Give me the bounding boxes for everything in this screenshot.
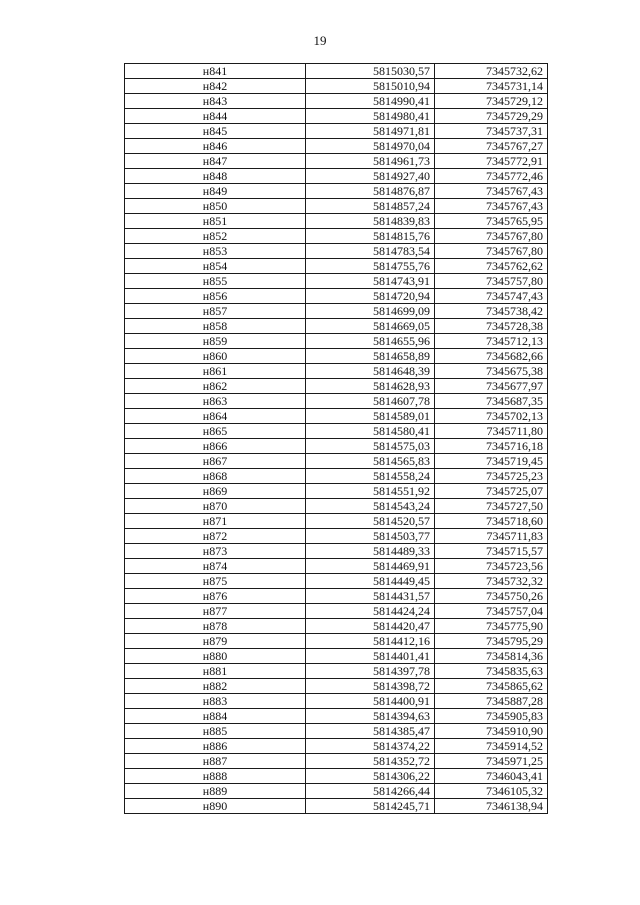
table-row [125, 694, 548, 709]
table-row [125, 334, 548, 349]
point-name-cell: н863 [125, 394, 306, 409]
table-row [125, 484, 548, 499]
y-coordinate-cell: 7345750,26 [435, 589, 548, 604]
y-coordinate-cell: 7345727,50 [435, 499, 548, 514]
y-coordinate-cell: 7345747,43 [435, 289, 548, 304]
table-row [125, 274, 548, 289]
x-coordinate-cell: 5814839,83 [306, 214, 435, 229]
point-name-cell: н889 [125, 784, 306, 799]
table-row [125, 664, 548, 679]
y-coordinate-cell: 7345814,36 [435, 649, 548, 664]
x-coordinate-cell: 5814266,44 [306, 784, 435, 799]
y-coordinate-cell: 7345765,95 [435, 214, 548, 229]
y-coordinate-cell: 7345723,56 [435, 559, 548, 574]
y-coordinate-cell: 7345716,18 [435, 439, 548, 454]
y-coordinate-cell: 7345910,90 [435, 724, 548, 739]
x-coordinate-cell: 5814420,47 [306, 619, 435, 634]
table-row [125, 634, 548, 649]
y-coordinate-cell: 7345725,23 [435, 469, 548, 484]
x-coordinate-cell: 5814755,76 [306, 259, 435, 274]
table-row [125, 529, 548, 544]
table-row [125, 679, 548, 694]
point-name-cell: н890 [125, 799, 306, 814]
x-coordinate-cell: 5814397,78 [306, 664, 435, 679]
x-coordinate-cell: 5814990,41 [306, 94, 435, 109]
point-name-cell: н853 [125, 244, 306, 259]
x-coordinate-cell: 5814385,47 [306, 724, 435, 739]
x-coordinate-cell: 5814449,45 [306, 574, 435, 589]
point-name-cell: н856 [125, 289, 306, 304]
table-row [125, 469, 548, 484]
point-name-cell: н857 [125, 304, 306, 319]
y-coordinate-cell: 7345682,66 [435, 349, 548, 364]
point-name-cell: н854 [125, 259, 306, 274]
point-name-cell: н865 [125, 424, 306, 439]
y-coordinate-cell: 7345702,13 [435, 409, 548, 424]
table-row [125, 784, 548, 799]
y-coordinate-cell: 7346138,94 [435, 799, 548, 814]
x-coordinate-cell: 5814543,24 [306, 499, 435, 514]
x-coordinate-cell: 5814575,03 [306, 439, 435, 454]
point-name-cell: н886 [125, 739, 306, 754]
y-coordinate-cell: 7345728,38 [435, 319, 548, 334]
point-name-cell: н851 [125, 214, 306, 229]
table-row [125, 619, 548, 634]
table-row [125, 439, 548, 454]
point-name-cell: н842 [125, 79, 306, 94]
coordinates-table [124, 63, 548, 814]
table-row [125, 229, 548, 244]
point-name-cell: н879 [125, 634, 306, 649]
x-coordinate-cell: 5814961,73 [306, 154, 435, 169]
table-row [125, 289, 548, 304]
x-coordinate-cell: 5814412,16 [306, 634, 435, 649]
point-name-cell: н888 [125, 769, 306, 784]
x-coordinate-cell: 5814245,71 [306, 799, 435, 814]
table-row [125, 604, 548, 619]
point-name-cell: н877 [125, 604, 306, 619]
table-row [125, 709, 548, 724]
y-coordinate-cell: 7345905,83 [435, 709, 548, 724]
table-row [125, 109, 548, 124]
x-coordinate-cell: 5814970,04 [306, 139, 435, 154]
point-name-cell: н885 [125, 724, 306, 739]
y-coordinate-cell: 7345732,32 [435, 574, 548, 589]
x-coordinate-cell: 5814489,33 [306, 544, 435, 559]
point-name-cell: н855 [125, 274, 306, 289]
table-row [125, 184, 548, 199]
point-name-cell: н870 [125, 499, 306, 514]
point-name-cell: н875 [125, 574, 306, 589]
y-coordinate-cell: 7345865,62 [435, 679, 548, 694]
x-coordinate-cell: 5814699,09 [306, 304, 435, 319]
table-row [125, 754, 548, 769]
x-coordinate-cell: 5814503,77 [306, 529, 435, 544]
table-row [125, 499, 548, 514]
table-row [125, 154, 548, 169]
point-name-cell: н849 [125, 184, 306, 199]
x-coordinate-cell: 5814658,89 [306, 349, 435, 364]
x-coordinate-cell: 5814520,57 [306, 514, 435, 529]
table-row [125, 349, 548, 364]
x-coordinate-cell: 5814394,63 [306, 709, 435, 724]
point-name-cell: н860 [125, 349, 306, 364]
table-row [125, 574, 548, 589]
point-name-cell: н876 [125, 589, 306, 604]
x-coordinate-cell: 5815030,57 [306, 64, 435, 79]
y-coordinate-cell: 7345767,80 [435, 244, 548, 259]
point-name-cell: н869 [125, 484, 306, 499]
x-coordinate-cell: 5814648,39 [306, 364, 435, 379]
x-coordinate-cell: 5814607,78 [306, 394, 435, 409]
y-coordinate-cell: 7345719,45 [435, 454, 548, 469]
x-coordinate-cell: 5814876,87 [306, 184, 435, 199]
x-coordinate-cell: 5814558,24 [306, 469, 435, 484]
y-coordinate-cell: 7345687,35 [435, 394, 548, 409]
table-row [125, 169, 548, 184]
point-name-cell: н867 [125, 454, 306, 469]
y-coordinate-cell: 7345772,91 [435, 154, 548, 169]
point-name-cell: н858 [125, 319, 306, 334]
y-coordinate-cell: 7345762,62 [435, 259, 548, 274]
x-coordinate-cell: 5814971,81 [306, 124, 435, 139]
table-row [125, 454, 548, 469]
x-coordinate-cell: 5814401,41 [306, 649, 435, 664]
table-row [125, 139, 548, 154]
y-coordinate-cell: 7345795,29 [435, 634, 548, 649]
point-name-cell: н852 [125, 229, 306, 244]
x-coordinate-cell: 5814743,91 [306, 274, 435, 289]
x-coordinate-cell: 5814655,96 [306, 334, 435, 349]
page-number: 19 [313, 33, 327, 48]
x-coordinate-cell: 5814352,72 [306, 754, 435, 769]
point-name-cell: н850 [125, 199, 306, 214]
point-name-cell: н846 [125, 139, 306, 154]
y-coordinate-cell: 7345835,63 [435, 664, 548, 679]
y-coordinate-cell: 7345757,80 [435, 274, 548, 289]
point-name-cell: н887 [125, 754, 306, 769]
point-name-cell: н880 [125, 649, 306, 664]
table-row [125, 364, 548, 379]
point-name-cell: н843 [125, 94, 306, 109]
x-coordinate-cell: 5814857,24 [306, 199, 435, 214]
x-coordinate-cell: 5814720,94 [306, 289, 435, 304]
x-coordinate-cell: 5814398,72 [306, 679, 435, 694]
x-coordinate-cell: 5814815,76 [306, 229, 435, 244]
y-coordinate-cell: 7345767,80 [435, 229, 548, 244]
point-name-cell: н871 [125, 514, 306, 529]
x-coordinate-cell: 5814469,91 [306, 559, 435, 574]
y-coordinate-cell: 7346043,41 [435, 769, 548, 784]
point-name-cell: н874 [125, 559, 306, 574]
y-coordinate-cell: 7345767,43 [435, 199, 548, 214]
y-coordinate-cell: 7345732,62 [435, 64, 548, 79]
x-coordinate-cell: 5814431,57 [306, 589, 435, 604]
table-row [125, 649, 548, 664]
y-coordinate-cell: 7346105,32 [435, 784, 548, 799]
table-row [125, 244, 548, 259]
x-coordinate-cell: 5814927,40 [306, 169, 435, 184]
x-coordinate-cell: 5815010,94 [306, 79, 435, 94]
x-coordinate-cell: 5814374,22 [306, 739, 435, 754]
table-row [125, 424, 548, 439]
table-row [125, 319, 548, 334]
x-coordinate-cell: 5814783,54 [306, 244, 435, 259]
point-name-cell: н878 [125, 619, 306, 634]
y-coordinate-cell: 7345729,12 [435, 94, 548, 109]
point-name-cell: н868 [125, 469, 306, 484]
point-name-cell: н882 [125, 679, 306, 694]
table-row [125, 94, 548, 109]
table-row [125, 304, 548, 319]
point-name-cell: н859 [125, 334, 306, 349]
x-coordinate-cell: 5814980,41 [306, 109, 435, 124]
y-coordinate-cell: 7345729,29 [435, 109, 548, 124]
y-coordinate-cell: 7345675,38 [435, 364, 548, 379]
point-name-cell: н872 [125, 529, 306, 544]
table-row [125, 769, 548, 784]
y-coordinate-cell: 7345731,14 [435, 79, 548, 94]
y-coordinate-cell: 7345767,43 [435, 184, 548, 199]
y-coordinate-cell: 7345767,27 [435, 139, 548, 154]
x-coordinate-cell: 5814580,41 [306, 424, 435, 439]
table-row [125, 514, 548, 529]
x-coordinate-cell: 5814551,92 [306, 484, 435, 499]
y-coordinate-cell: 7345738,42 [435, 304, 548, 319]
y-coordinate-cell: 7345775,90 [435, 619, 548, 634]
y-coordinate-cell: 7345971,25 [435, 754, 548, 769]
y-coordinate-cell: 7345711,83 [435, 529, 548, 544]
table-row [125, 589, 548, 604]
x-coordinate-cell: 5814306,22 [306, 769, 435, 784]
table-row [125, 79, 548, 94]
y-coordinate-cell: 7345715,57 [435, 544, 548, 559]
table-row [125, 394, 548, 409]
table-row [125, 64, 548, 79]
point-name-cell: н881 [125, 664, 306, 679]
point-name-cell: н845 [125, 124, 306, 139]
point-name-cell: н848 [125, 169, 306, 184]
table-row [125, 409, 548, 424]
point-name-cell: н884 [125, 709, 306, 724]
y-coordinate-cell: 7345712,13 [435, 334, 548, 349]
point-name-cell: н841 [125, 64, 306, 79]
y-coordinate-cell: 7345718,60 [435, 514, 548, 529]
x-coordinate-cell: 5814565,83 [306, 454, 435, 469]
point-name-cell: н873 [125, 544, 306, 559]
table-row [125, 724, 548, 739]
coordinates-table-body [125, 64, 548, 814]
point-name-cell: н866 [125, 439, 306, 454]
point-name-cell: н864 [125, 409, 306, 424]
table-row [125, 379, 548, 394]
table-row [125, 799, 548, 814]
table-row [125, 259, 548, 274]
y-coordinate-cell: 7345725,07 [435, 484, 548, 499]
y-coordinate-cell: 7345772,46 [435, 169, 548, 184]
y-coordinate-cell: 7345887,28 [435, 694, 548, 709]
x-coordinate-cell: 5814589,01 [306, 409, 435, 424]
table-row [125, 199, 548, 214]
point-name-cell: н847 [125, 154, 306, 169]
y-coordinate-cell: 7345677,97 [435, 379, 548, 394]
x-coordinate-cell: 5814628,93 [306, 379, 435, 394]
table-row [125, 739, 548, 754]
point-name-cell: н861 [125, 364, 306, 379]
y-coordinate-cell: 7345711,80 [435, 424, 548, 439]
table-row [125, 214, 548, 229]
y-coordinate-cell: 7345914,52 [435, 739, 548, 754]
point-name-cell: н883 [125, 694, 306, 709]
point-name-cell: н844 [125, 109, 306, 124]
table-row [125, 544, 548, 559]
y-coordinate-cell: 7345737,31 [435, 124, 548, 139]
x-coordinate-cell: 5814424,24 [306, 604, 435, 619]
x-coordinate-cell: 5814400,91 [306, 694, 435, 709]
y-coordinate-cell: 7345757,04 [435, 604, 548, 619]
x-coordinate-cell: 5814669,05 [306, 319, 435, 334]
point-name-cell: н862 [125, 379, 306, 394]
table-row [125, 559, 548, 574]
table-row [125, 124, 548, 139]
